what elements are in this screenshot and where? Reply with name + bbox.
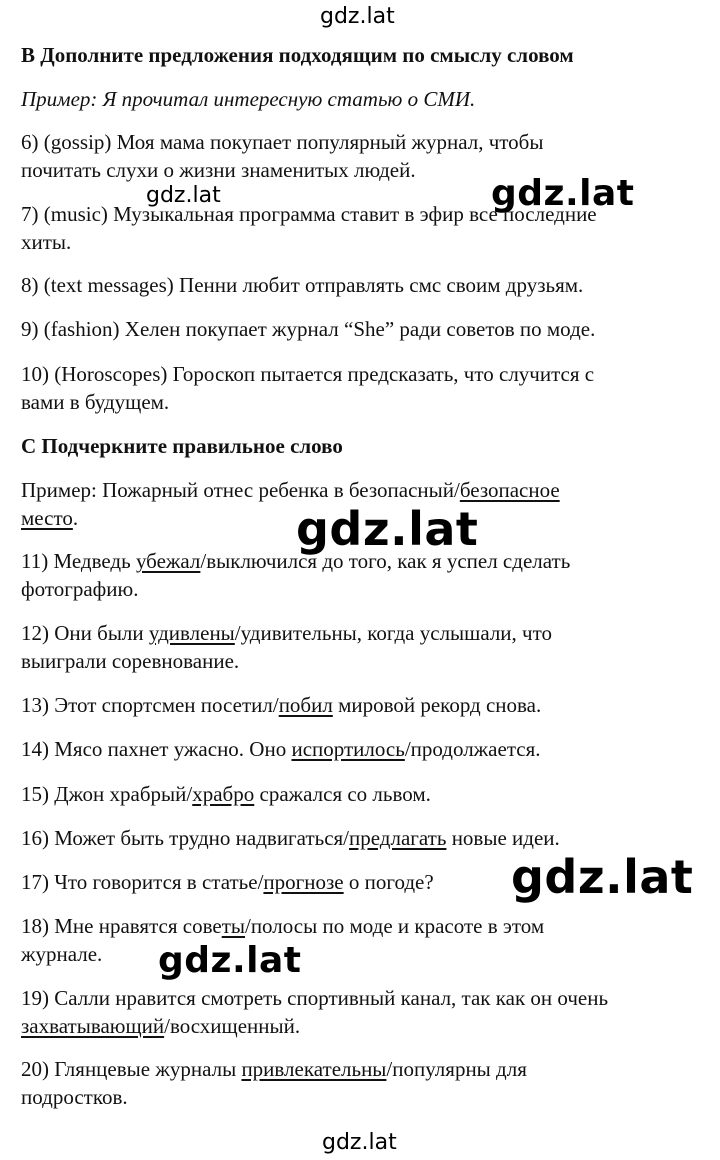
item-text: 14) Мясо пахнет ужасно. Оно	[21, 737, 292, 761]
watermark: gdz.lat	[158, 940, 302, 981]
item-text: 17) Что говорится в статье/	[21, 870, 264, 894]
underlined-word: убежал	[135, 549, 201, 573]
list-item	[21, 360, 711, 416]
underlined-word: ты	[221, 914, 245, 938]
watermark-bottom: gdz.lat	[322, 1130, 397, 1155]
list-item	[21, 735, 711, 763]
item-line: хиты.	[21, 230, 72, 254]
underlined-word: побил	[278, 693, 333, 717]
underlined-word: предлагать	[349, 826, 447, 850]
list-item	[21, 315, 711, 343]
item-text: 11) Медведь	[21, 549, 136, 573]
underlined-word: привлекательны	[241, 1057, 387, 1081]
item-text: 15) Джон храбрый/	[21, 782, 193, 806]
list-item	[21, 619, 711, 675]
watermark: gdz.lat	[491, 173, 635, 214]
item-line: 9) (fashion) Хелен покупает журнал “She” ради советов по моде.	[21, 317, 596, 341]
item-text: /удивительны, когда услышали, что	[234, 621, 553, 645]
underlined-word: безопасное	[459, 478, 560, 502]
list-item	[21, 691, 711, 719]
item-text: /продолжается.	[404, 737, 541, 761]
watermark: gdz.lat	[146, 183, 221, 208]
item-text: /полосы по моде и красоте в этом	[244, 914, 545, 938]
list-item	[21, 547, 711, 603]
item-line: 6) (gossip) Моя мама покупает популярный журнал, чтобы	[21, 130, 544, 154]
list-item	[21, 128, 711, 184]
item-line: подростков.	[21, 1085, 128, 1109]
item-text: /выключился до того, как я успел сделать	[200, 549, 571, 573]
item-text: /популярны для	[386, 1057, 527, 1081]
watermark: gdz.lat	[296, 502, 479, 556]
item-text: новые идеи.	[446, 826, 560, 850]
underlined-word: удивлены	[148, 621, 235, 645]
item-line: 10) (Horoscopes) Гороскоп пытается предсказать, что случится с	[21, 362, 595, 386]
item-line: фотографию.	[21, 577, 139, 601]
item-text: 18) Мне нравятся сове	[21, 914, 222, 938]
item-line: вами в будущем.	[21, 390, 170, 414]
example-text: .	[72, 506, 79, 530]
item-text: 13) Этот спортсмен посетил/	[21, 693, 279, 717]
item-text: 16) Может быть трудно надвигаться/	[21, 826, 350, 850]
item-line: 8) (text messages) Пенни любит отправлять смс своим друзьям.	[21, 273, 584, 297]
item-text: сражался со львом.	[254, 782, 431, 806]
list-item	[21, 200, 711, 256]
list-item	[21, 912, 711, 968]
item-text: /восхищенный.	[164, 1014, 301, 1038]
underlined-word: захватывающий	[21, 1014, 165, 1038]
section-c-example	[21, 476, 711, 532]
list-item	[21, 868, 711, 896]
item-line: почитать слухи о жизни знаменитых людей.	[21, 158, 416, 182]
list-item	[21, 984, 711, 1040]
item-line: журнале.	[21, 942, 103, 966]
item-text: 20) Глянцевые журналы	[21, 1057, 242, 1081]
underlined-word: храбро	[192, 782, 255, 806]
list-item	[21, 780, 711, 808]
section-b-example: Пример: Я прочитал интересную статью о СМИ.	[21, 87, 476, 111]
item-line: 19) Салли нравится смотреть спортивный канал, так как он очень	[21, 986, 609, 1010]
item-text: мировой рекорд снова.	[332, 693, 542, 717]
section-b-heading: B Дополните предложения подходящим по смыслу словом	[21, 43, 574, 67]
item-text: о погоде?	[343, 870, 434, 894]
example-text: Пример: Пожарный отнес ребенка в безопасный/	[21, 478, 460, 502]
list-item	[21, 1055, 711, 1111]
section-c-heading: C Подчеркните правильное слово	[21, 434, 343, 458]
underlined-word: место	[21, 506, 73, 530]
watermark-top: gdz.lat	[320, 4, 395, 29]
underlined-word: прогнозе	[263, 870, 344, 894]
item-text: 12) Они были	[21, 621, 149, 645]
list-item	[21, 824, 711, 852]
underlined-word: испортилось	[291, 737, 405, 761]
item-line: 7) (music) Музыкальная программа ставит в эфир все последние	[21, 202, 597, 226]
list-item	[21, 271, 711, 299]
item-line: выиграли соревнование.	[21, 649, 240, 673]
watermark: gdz.lat	[511, 850, 694, 904]
